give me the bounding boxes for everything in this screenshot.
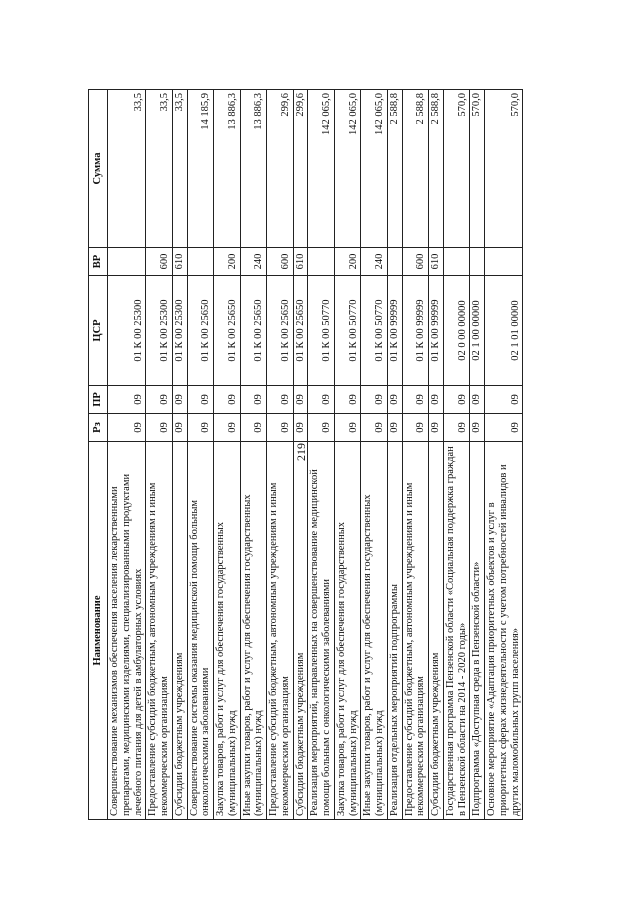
- cell-name: Совершенствование системы оказания медицинской помощи больным онкологическими заболеваниями: [187, 442, 214, 820]
- cell-sum: 13 886,3: [240, 90, 267, 248]
- cell-name: Реализация мероприятий, направленных на совершенствование медицинской помощи больным с онкологическими заболеваниями: [308, 442, 335, 820]
- table-row: [429, 90, 444, 820]
- cell-name: Реализация отдельных мероприятий подпрограммы: [387, 442, 402, 820]
- cell-sum: 299,6: [293, 90, 308, 248]
- cell-rz: 09: [187, 414, 214, 442]
- cell-pr: 09: [187, 386, 214, 414]
- cell-sum: 33,5: [172, 90, 187, 248]
- cell-sum: 2 588,8: [402, 90, 429, 248]
- header-sum: Сумма: [89, 90, 108, 248]
- cell-pr: 09: [334, 386, 361, 414]
- cell-pr: 09: [361, 386, 388, 414]
- cell-rz: 09: [214, 414, 241, 442]
- cell-csr: 01 К 00 25650: [267, 276, 294, 386]
- cell-vr: 240: [361, 248, 388, 276]
- cell-pr: 09: [429, 386, 444, 414]
- cell-name: Иные закупки товаров, работ и услуг для обеспечения государственных (муниципальных) нужд: [361, 442, 388, 820]
- cell-pr: 09: [308, 386, 335, 414]
- cell-sum: 299,6: [267, 90, 294, 248]
- cell-vr: [108, 248, 146, 276]
- cell-sum: 142 065,0: [361, 90, 388, 248]
- cell-name: Закупка товаров, работ и услуг для обеспечения государственных (муниципальных) нужд: [334, 442, 361, 820]
- cell-pr: 09: [485, 386, 523, 414]
- table-row: [308, 90, 335, 820]
- cell-vr: 610: [429, 248, 444, 276]
- cell-pr: 09: [172, 386, 187, 414]
- cell-csr: 01 К 00 25650: [293, 276, 308, 386]
- cell-rz: 09: [443, 414, 470, 442]
- cell-csr: 01 К 00 25650: [214, 276, 241, 386]
- cell-vr: 200: [214, 248, 241, 276]
- table-row: [293, 90, 308, 820]
- cell-name: Субсидии бюджетным учреждениям: [293, 442, 308, 820]
- table-row: [361, 90, 388, 820]
- cell-pr: 09: [443, 386, 470, 414]
- cell-csr: 02 0 00 00000: [443, 276, 470, 386]
- cell-name: Совершенствование механизмов обеспечения населения лекарственными препаратами, медицинскими изделиями, специализированными продуктами лечебного питания для детей в амбулаторных условиях: [108, 442, 146, 820]
- cell-vr: 600: [146, 248, 173, 276]
- table-body: [108, 90, 523, 820]
- header-csr: ЦСР: [89, 276, 108, 386]
- cell-vr: 200: [334, 248, 361, 276]
- table-row: [146, 90, 173, 820]
- cell-pr: 09: [293, 386, 308, 414]
- cell-rz: 09: [485, 414, 523, 442]
- cell-name: Закупка товаров, работ и услуг для обеспечения государственных (муниципальных) нужд: [214, 442, 241, 820]
- rotated-table-inner: [88, 90, 546, 820]
- cell-rz: 09: [308, 414, 335, 442]
- cell-pr: 09: [387, 386, 402, 414]
- cell-vr: 600: [267, 248, 294, 276]
- table-header-row: [89, 90, 108, 820]
- cell-csr: 01 К 00 25300: [172, 276, 187, 386]
- table-row: [214, 90, 241, 820]
- cell-pr: 09: [146, 386, 173, 414]
- cell-vr: [387, 248, 402, 276]
- cell-name: Подпрограмма «Доступная среда в Пензенской области»: [470, 442, 485, 820]
- cell-csr: 01 К 00 25300: [146, 276, 173, 386]
- header-pr: ПР: [89, 386, 108, 414]
- cell-vr: 600: [402, 248, 429, 276]
- table-row: [470, 90, 485, 820]
- cell-sum: 2 588,8: [387, 90, 402, 248]
- cell-name: Государственная программа Пензенской области «Социальная поддержка граждан в Пензенской области на 2014 - 2020 годы»: [443, 442, 470, 820]
- cell-rz: 09: [240, 414, 267, 442]
- cell-name: Иные закупки товаров, работ и услуг для обеспечения государственных (муниципальных) нужд: [240, 442, 267, 820]
- table-row: [334, 90, 361, 820]
- table-row: [443, 90, 470, 820]
- cell-csr: 01 К 00 50770: [308, 276, 335, 386]
- table-row: [387, 90, 402, 820]
- cell-rz: 09: [361, 414, 388, 442]
- table-row: [172, 90, 187, 820]
- cell-rz: 09: [146, 414, 173, 442]
- cell-pr: 09: [214, 386, 241, 414]
- table-row: [240, 90, 267, 820]
- header-vr: ВР: [89, 248, 108, 276]
- cell-pr: 09: [108, 386, 146, 414]
- cell-sum: 570,0: [485, 90, 523, 248]
- cell-csr: 01 К 00 25650: [187, 276, 214, 386]
- cell-pr: 09: [267, 386, 294, 414]
- cell-sum: 2 588,8: [429, 90, 444, 248]
- cell-csr: 01 К 00 25300: [108, 276, 146, 386]
- cell-csr: 01 К 00 50770: [334, 276, 361, 386]
- cell-rz: 09: [387, 414, 402, 442]
- cell-sum: 33,5: [146, 90, 173, 248]
- table-row: [108, 90, 146, 820]
- cell-csr: 01 К 00 25650: [240, 276, 267, 386]
- cell-sum: 142 065,0: [308, 90, 335, 248]
- cell-rz: 09: [402, 414, 429, 442]
- table-row: [187, 90, 214, 820]
- header-name: Наименование: [89, 442, 108, 820]
- cell-name: Предоставление субсидий бюджетным, автономным учреждениям и иным некоммерческим организациям: [267, 442, 294, 820]
- cell-sum: 13 886,3: [214, 90, 241, 248]
- budget-table: [88, 89, 523, 820]
- cell-name: Предоставление субсидий бюджетным, автономным учреждениям и иным некоммерческим организациям: [146, 442, 173, 820]
- cell-rz: 09: [470, 414, 485, 442]
- cell-sum: 570,0: [443, 90, 470, 248]
- cell-sum: 33,5: [108, 90, 146, 248]
- cell-csr: 02 1 00 00000: [470, 276, 485, 386]
- cell-name: Субсидии бюджетным учреждениям: [172, 442, 187, 820]
- rotated-table-area: [88, 90, 546, 820]
- cell-csr: 01 К 00 50770: [361, 276, 388, 386]
- cell-csr: 01 К 00 99999: [429, 276, 444, 386]
- cell-csr: 02 1 01 00000: [485, 276, 523, 386]
- cell-vr: [308, 248, 335, 276]
- cell-vr: 610: [293, 248, 308, 276]
- cell-rz: 09: [334, 414, 361, 442]
- header-rz: Рз: [89, 414, 108, 442]
- cell-csr: 01 К 00 99999: [387, 276, 402, 386]
- cell-name: Предоставление субсидий бюджетным, автономным учреждениям и иным некоммерческим организациям: [402, 442, 429, 820]
- cell-pr: 09: [240, 386, 267, 414]
- cell-rz: 09: [267, 414, 294, 442]
- cell-name: Основное мероприятие «Адаптация приоритетных объектов и услуг в приоритетных сферах жизнедеятельности с учетом потребностей инвалидов и других маломобильных групп населения»: [485, 442, 523, 820]
- table-row: [485, 90, 523, 820]
- cell-vr: [443, 248, 470, 276]
- cell-rz: 09: [172, 414, 187, 442]
- cell-sum: 570,0: [470, 90, 485, 248]
- table-row: [402, 90, 429, 820]
- cell-csr: 01 К 00 99999: [402, 276, 429, 386]
- cell-rz: 09: [108, 414, 146, 442]
- cell-vr: 240: [240, 248, 267, 276]
- cell-pr: 09: [470, 386, 485, 414]
- cell-vr: 610: [172, 248, 187, 276]
- page-number: 219: [294, 443, 308, 461]
- cell-vr: [470, 248, 485, 276]
- cell-sum: 14 185,9: [187, 90, 214, 248]
- table-row: [267, 90, 294, 820]
- cell-vr: [485, 248, 523, 276]
- cell-pr: 09: [402, 386, 429, 414]
- cell-rz: 09: [293, 414, 308, 442]
- cell-sum: 142 065,0: [334, 90, 361, 248]
- cell-rz: 09: [429, 414, 444, 442]
- cell-name: Субсидии бюджетным учреждениям: [429, 442, 444, 820]
- cell-vr: [187, 248, 214, 276]
